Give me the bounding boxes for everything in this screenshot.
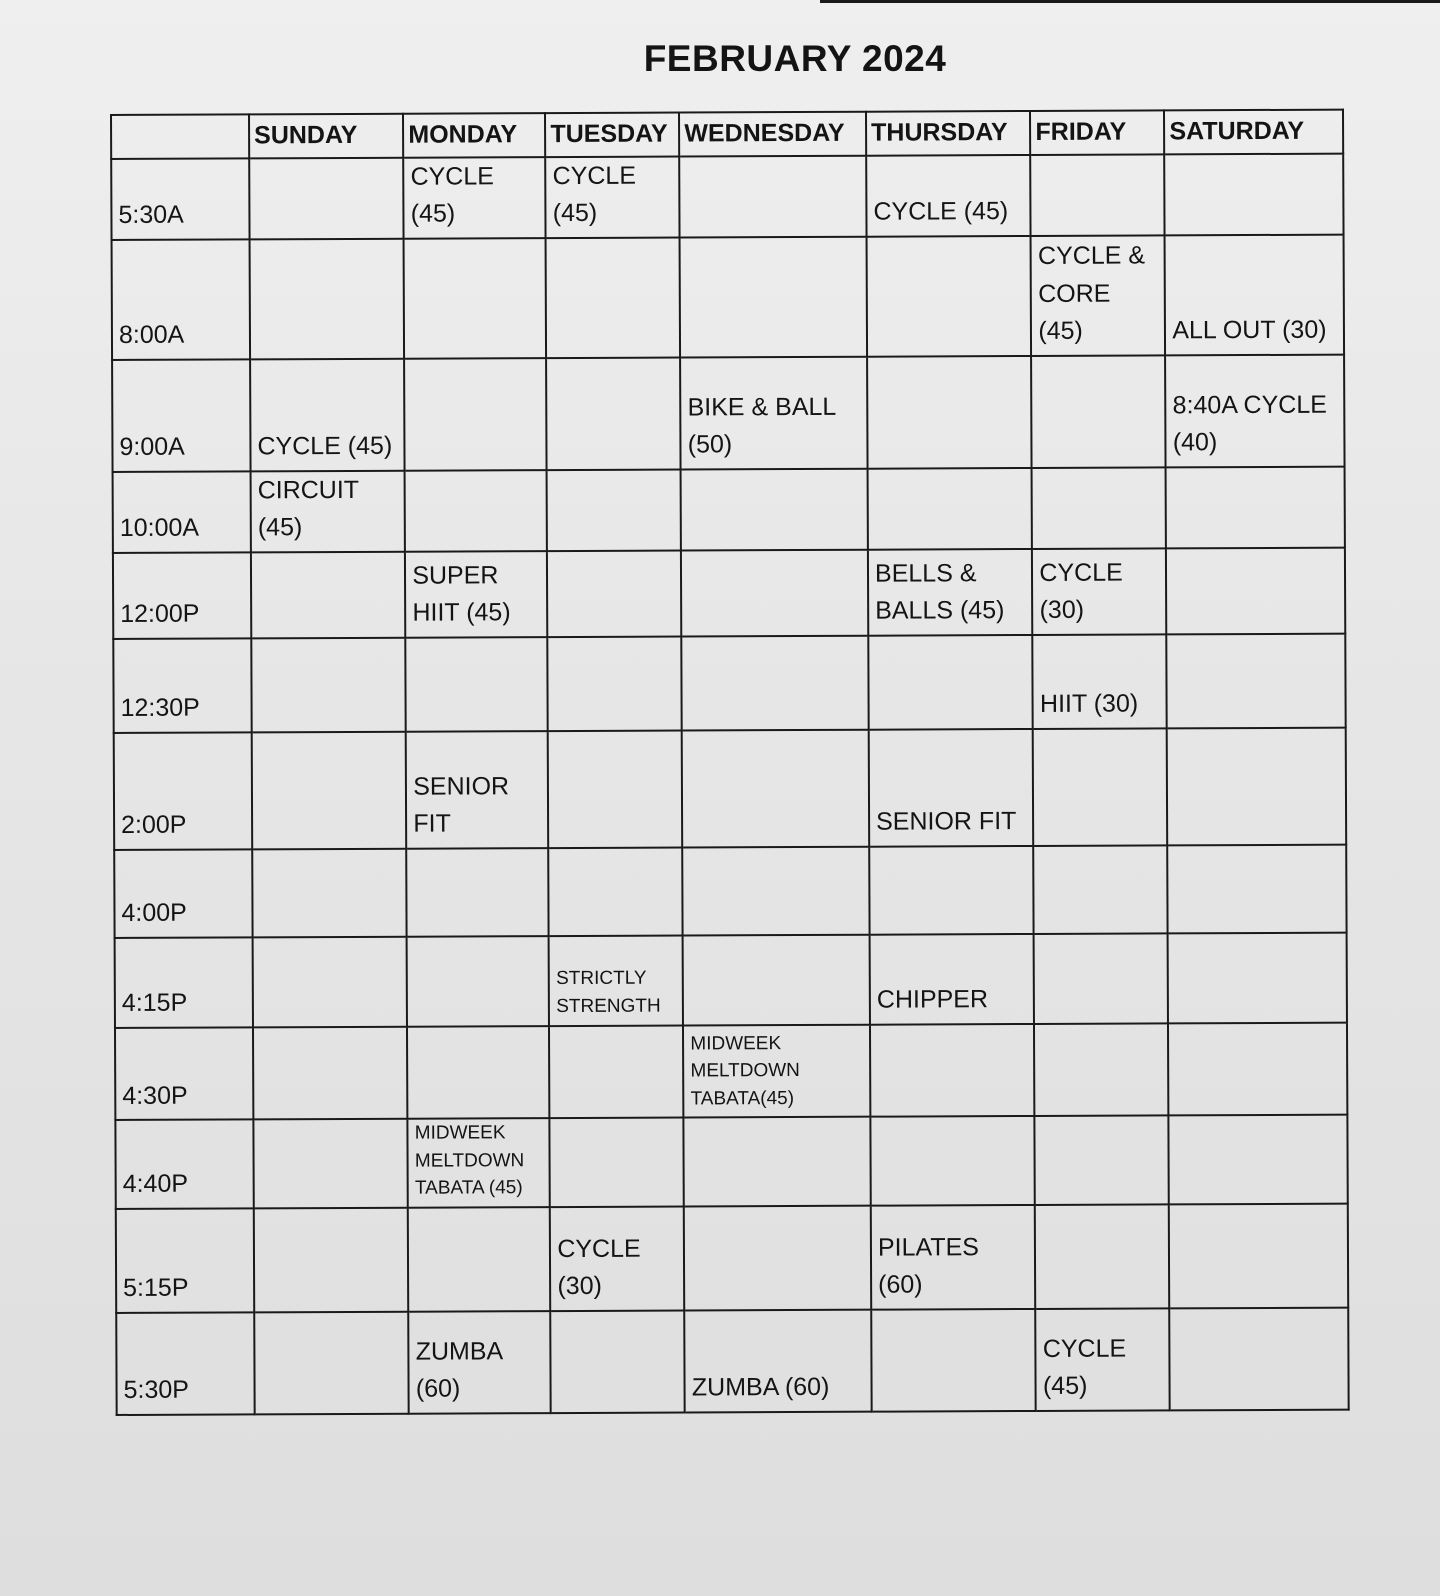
schedule-cell (1170, 1307, 1349, 1410)
time-slot-label: 9:00A (112, 359, 251, 472)
schedule-cell (405, 551, 547, 638)
schedule-cell (253, 1119, 408, 1208)
schedule-cell (1035, 1204, 1169, 1309)
class-name (259, 726, 400, 727)
schedule-cell (870, 933, 1035, 1024)
class-name (261, 1203, 402, 1204)
schedule-cell (1168, 1022, 1347, 1115)
class-name (1174, 722, 1340, 723)
table-row (113, 466, 1345, 552)
schedule-cell (868, 548, 1033, 635)
table-row (113, 547, 1345, 638)
class-name (874, 351, 1025, 352)
class-name (260, 1114, 401, 1115)
schedule-cell (1167, 727, 1346, 845)
class-name: SUPER HIIT (45) (412, 560, 511, 627)
schedule-cell (870, 1023, 1035, 1116)
schedule-cell (867, 355, 1032, 468)
class-name (1041, 928, 1162, 929)
class-name: CHIPPER (876, 985, 989, 1014)
time-slot-label: 4:00P (114, 849, 252, 938)
schedule-cell (407, 936, 549, 1027)
class-name (557, 1201, 678, 1202)
class-name: CYCLE & CORE (45) (1037, 241, 1146, 345)
schedule-cell (546, 156, 680, 238)
time-slot-label: 5:15P (116, 1208, 254, 1313)
schedule-cell (867, 235, 1032, 356)
class-name (261, 1307, 402, 1308)
schedule-cell (251, 470, 406, 552)
schedule-cell (254, 1311, 409, 1414)
class-name (1172, 229, 1338, 230)
time-slot-label: 10:00A (113, 471, 251, 553)
schedule-cell (868, 634, 1033, 729)
schedule-cell (408, 1207, 551, 1312)
class-name (1039, 462, 1160, 463)
table-row (112, 234, 1345, 359)
class-name (877, 929, 1028, 930)
schedule-cell (1032, 467, 1166, 549)
class-name: CYCLE (30) (1039, 558, 1123, 624)
schedule-cell (1036, 1308, 1170, 1411)
schedule-cell (870, 1116, 1035, 1205)
table-row (115, 932, 1347, 1027)
schedule-cell (1165, 354, 1344, 467)
time-slot-label: 8:00A (112, 239, 251, 360)
class-name: CIRCUIT (45) (257, 475, 359, 542)
class-name (876, 724, 1027, 725)
schedule-cell (680, 236, 867, 357)
time-slot-label: 4:15P (115, 937, 253, 1028)
schedule-cell (253, 936, 408, 1027)
class-name: MIDWEEK MELTDOWN TABATA(45) (690, 1032, 800, 1110)
class-name: MIDWEEK MELTDOWN TABATA (45) (414, 1122, 525, 1199)
class-name (555, 631, 676, 632)
schedule-cell (681, 468, 868, 550)
class-name: STRICTLY STRENGTH (556, 968, 661, 1018)
class-name (415, 1306, 544, 1307)
schedule-cell (408, 1118, 550, 1207)
schedule-cell (868, 467, 1033, 549)
schedule-cell (251, 637, 406, 732)
class-name (1175, 927, 1341, 928)
schedule-cell (550, 1118, 684, 1207)
schedule-cell (407, 1026, 549, 1119)
schedule-cell (1033, 728, 1167, 846)
day-header-wednesday: WEDNESDAY (679, 112, 866, 156)
schedule-cell (683, 934, 870, 1025)
class-name: CYCLE (45) (552, 161, 637, 228)
class-name (259, 843, 400, 844)
schedule-cell (250, 358, 405, 471)
class-name (257, 233, 398, 234)
class-name (1041, 1018, 1162, 1019)
class-name: 8:40A CYCLE (40) (1172, 390, 1327, 457)
schedule-cell (406, 637, 548, 732)
schedule-cell (1169, 1115, 1348, 1204)
schedule-cell (250, 238, 405, 359)
schedule-cell (546, 357, 680, 470)
schedule-cell (1032, 548, 1166, 635)
schedule-cell (683, 1024, 870, 1117)
class-name (415, 1113, 544, 1114)
class-name: CYCLE (30) (557, 1234, 641, 1301)
class-name: CYCLE (45) (873, 197, 1009, 226)
class-name (878, 1200, 1029, 1201)
class-name (879, 1406, 1030, 1407)
schedule-cell (681, 549, 868, 636)
day-header-tuesday: TUESDAY (545, 113, 679, 157)
schedule-cell (679, 155, 866, 237)
schedule-cell (408, 1311, 551, 1414)
class-name (1042, 1111, 1163, 1112)
class-name (556, 930, 677, 931)
table-row (116, 1203, 1348, 1312)
class-name (875, 544, 1026, 545)
class-name (556, 842, 677, 843)
schedule-cell (1034, 933, 1168, 1024)
class-name (1043, 1303, 1164, 1304)
table-row (114, 844, 1346, 937)
schedule-cell (547, 469, 681, 551)
class-name: ZUMBA (60) (691, 1373, 830, 1402)
class-name (412, 546, 541, 547)
class-name: HIIT (30) (1039, 689, 1139, 718)
class-name (412, 465, 541, 466)
table-row (115, 1022, 1347, 1120)
table-row (115, 1115, 1347, 1209)
class-name (1177, 1404, 1343, 1405)
schedule-cell (1031, 235, 1165, 356)
schedule-cell (548, 636, 682, 731)
schedule-cell (680, 356, 867, 469)
schedule-cell (1031, 154, 1165, 236)
time-slot-label: 12:00P (113, 552, 251, 639)
schedule-cell (1166, 466, 1345, 548)
class-name (1175, 839, 1341, 840)
class-name (1042, 1199, 1163, 1200)
day-header-sunday: SUNDAY (249, 114, 403, 158)
class-name (555, 725, 676, 726)
schedule-cell (1034, 845, 1168, 934)
class-name (877, 1111, 1028, 1112)
class-name (258, 632, 399, 633)
class-name (554, 545, 675, 546)
schedule-cell (550, 1206, 684, 1311)
class-name (260, 931, 401, 932)
class-name (689, 841, 863, 842)
day-header-thursday: THURSDAY (866, 111, 1031, 155)
class-name: CYCLE (45) (410, 161, 494, 228)
time-slot-label: 4:30P (115, 1027, 253, 1120)
schedule-cell (551, 1310, 685, 1413)
schedule-cell (547, 550, 681, 637)
schedule-cell (1168, 932, 1347, 1023)
schedule-cell (1167, 633, 1346, 728)
class-name (414, 1021, 543, 1022)
class-name (687, 231, 861, 232)
time-slot-label: 12:30P (113, 638, 251, 733)
schedule-cell (871, 1205, 1036, 1310)
class-name (688, 544, 862, 545)
day-header-friday: FRIDAY (1030, 110, 1164, 154)
class-name (553, 352, 674, 353)
schedule-cell (869, 845, 1034, 934)
class-name (875, 463, 1026, 464)
table-row (111, 153, 1343, 239)
schedule-cell (682, 729, 869, 847)
class-name (411, 353, 540, 354)
schedule-cell (682, 635, 869, 730)
class-name (1038, 230, 1159, 231)
schedule-cell (549, 935, 683, 1026)
schedule-cell (404, 358, 547, 471)
schedule-cell (249, 157, 404, 239)
schedule-cell (1033, 634, 1167, 729)
class-name (689, 724, 863, 725)
class-name (1173, 542, 1339, 543)
time-slot-label: 5:30A (111, 158, 249, 240)
class-name (558, 1407, 679, 1408)
table-row (112, 354, 1344, 471)
schedule-cell (684, 1205, 871, 1310)
schedule-cell (253, 1026, 408, 1119)
table-row (113, 633, 1345, 732)
class-name: SENIOR FIT (413, 771, 510, 838)
class-name: ZUMBA (60) (415, 1337, 502, 1403)
header-row (111, 110, 1343, 159)
time-slot-label: 5:30P (116, 1312, 254, 1415)
schedule-cell (866, 154, 1031, 236)
schedule-cell (869, 728, 1034, 846)
schedule-cell (549, 847, 683, 936)
schedule-cell (1169, 1203, 1348, 1308)
schedule-cell (1035, 1116, 1169, 1205)
schedule-cell (549, 1025, 683, 1118)
schedule-cell (1166, 547, 1345, 634)
schedule-cell (405, 470, 547, 552)
paper-edge (820, 0, 1440, 3)
schedule-cell (404, 238, 547, 359)
schedule-cell (682, 846, 869, 935)
class-name (1177, 1302, 1343, 1303)
corner-cell (111, 114, 249, 158)
class-name (690, 929, 864, 930)
table-row (114, 727, 1346, 849)
class-name: ALL OUT (30) (1172, 315, 1327, 345)
schedule-cell (1034, 1023, 1168, 1116)
schedule-cell (684, 1117, 871, 1206)
class-name (690, 1019, 864, 1020)
schedule-cell (871, 1309, 1036, 1412)
class-schedule-table (110, 109, 1350, 1416)
schedule-cell (548, 730, 682, 848)
class-name (1174, 628, 1340, 629)
class-name: CYCLE (45) (257, 431, 393, 461)
class-name: CYCLE (45) (1042, 1334, 1127, 1401)
schedule-cell (1165, 234, 1344, 355)
class-name: PILATES (60) (877, 1233, 979, 1299)
schedule-cell (252, 848, 407, 937)
schedule-cell (406, 848, 548, 937)
class-name (1039, 543, 1160, 544)
schedule-cell (1031, 355, 1165, 468)
class-name (413, 726, 542, 727)
schedule-cell (1168, 844, 1347, 933)
class-name (1176, 1110, 1342, 1111)
table-row (116, 1307, 1348, 1414)
class-name (557, 1113, 678, 1114)
class-name (260, 1021, 401, 1022)
class-name (554, 464, 675, 465)
class-name: BELLS & BALLS (45) (874, 558, 1005, 625)
schedule-cell (403, 157, 545, 239)
schedule-cell (252, 731, 407, 849)
time-slot-label: 2:00P (114, 732, 253, 850)
class-name (1041, 840, 1162, 841)
time-slot-label: 4:40P (115, 1120, 253, 1209)
schedule-cell (546, 237, 680, 358)
class-name (689, 630, 863, 631)
class-name (691, 1304, 865, 1305)
schedule-cell (685, 1309, 872, 1412)
schedule-cell (254, 1207, 409, 1312)
class-name: BIKE & BALL (50) (687, 392, 836, 459)
schedule-cell (406, 731, 549, 849)
class-name (691, 1200, 865, 1201)
class-name (262, 1409, 403, 1410)
page-title: FEBRUARY 2024 (643, 38, 947, 79)
class-name: SENIOR FIT (876, 807, 1017, 836)
class-name (687, 351, 861, 352)
schedule-cell (1165, 153, 1344, 235)
class-name (414, 931, 543, 932)
class-name (1175, 1017, 1341, 1018)
schedule-cell (251, 551, 406, 638)
class-name (1176, 1198, 1342, 1199)
day-header-monday: MONDAY (403, 113, 545, 157)
day-header-saturday: SATURDAY (1164, 110, 1343, 154)
class-name (257, 353, 398, 354)
